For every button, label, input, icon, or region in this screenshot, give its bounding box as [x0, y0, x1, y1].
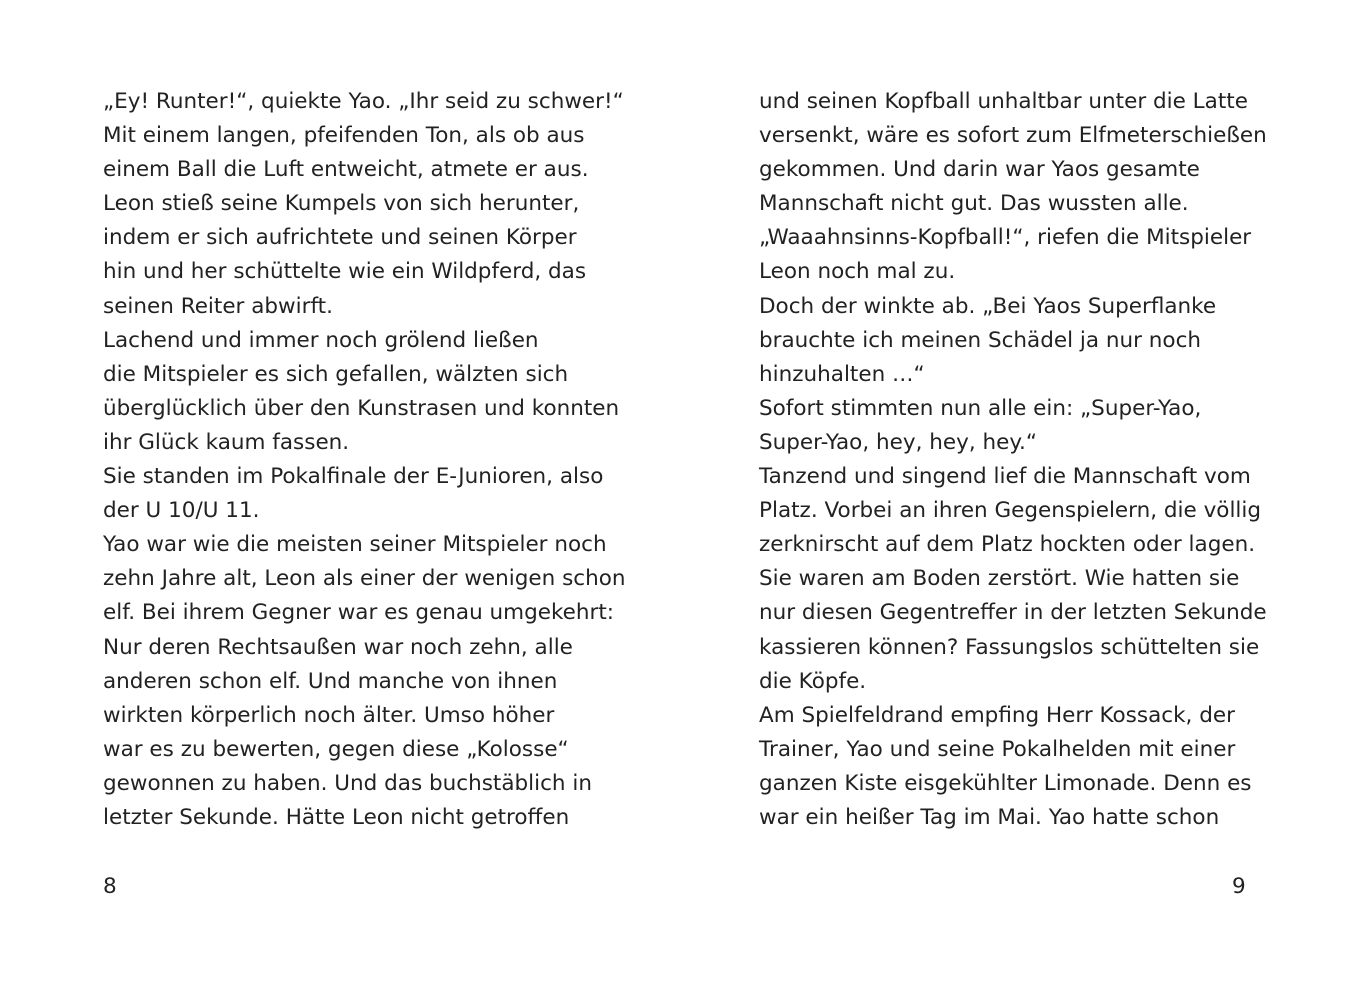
text-line: Lachend und immer noch grölend ließen: [103, 327, 539, 353]
text-line: ihr Glück kaum fassen.: [103, 429, 350, 455]
text-line: Tanzend und singend lief die Mannschaft vom: [759, 464, 1251, 490]
text-line: gewonnen zu haben. Und das buchstäblich in: [103, 770, 592, 796]
text-line: nur diesen Gegentreffer in der letzten Sekunde: [759, 600, 1267, 626]
text-line: Sie standen im Pokalfinale der E-Junioren, also: [103, 464, 604, 490]
text-line: der U 10/U 11.: [103, 498, 260, 524]
text-line: einem Ball die Luft entweicht, atmete er aus.: [103, 157, 589, 183]
text-line: die Mitspieler es sich gefallen, wälzten sich: [103, 361, 569, 387]
text-line: „Ey! Runter!“, quiekte Yao. „Ihr seid zu schwer!“: [103, 89, 624, 114]
text-line: indem er sich aufrichtete und seinen Körper: [103, 225, 577, 251]
text-line: anderen schon elf. Und manche von ihnen: [103, 668, 558, 694]
text-line: hinzuhalten …“: [759, 361, 925, 387]
text-line: „Waaahnsinns-Kopfball!“, riefen die Mitspieler: [759, 225, 1252, 251]
text-line: Mit einem langen, pfeifenden Ton, als ob aus: [103, 123, 585, 149]
text-line: zehn Jahre alt, Leon als einer der wenigen schon: [103, 566, 626, 592]
text-line: kassieren können? Fassungslos schüttelten sie: [759, 634, 1260, 660]
text-line: elf. Bei ihrem Gegner war es genau umgekehrt:: [103, 600, 615, 626]
text-line: seinen Reiter abwirft.: [103, 293, 333, 319]
text-line: gekommen. Und darin war Yaos gesamte: [759, 157, 1200, 183]
text-line: brauchte ich meinen Schädel ja nur noch: [759, 327, 1202, 353]
text-line: und seinen Kopfball unhaltbar unter die Latte: [759, 89, 1248, 114]
text-line: versenkt, wäre es sofort zum Elfmeterschießen: [759, 123, 1267, 149]
page-number-left: 8: [103, 874, 117, 899]
text-line: Leon noch mal zu.: [759, 259, 956, 285]
text-line: überglücklich über den Kunstrasen und konnten: [103, 395, 620, 421]
text-line: war es zu bewerten, gegen diese „Kolosse“: [103, 736, 569, 762]
text-line: wirkten körperlich noch älter. Umso höher: [103, 702, 555, 728]
text-line: Doch der winkte ab. „Bei Yaos Superflanke: [759, 293, 1217, 319]
text-line: ganzen Kiste eisgekühlter Limonade. Denn es: [759, 770, 1252, 796]
text-line: Leon stieß seine Kumpels von sich herunter,: [103, 191, 580, 217]
left-page-text: [103, 85, 626, 835]
text-line: war ein heißer Tag im Mai. Yao hatte schon: [759, 804, 1220, 830]
text-line: Nur deren Rechtsaußen war noch zehn, alle: [103, 634, 573, 660]
text-line: zerknirscht auf dem Platz hockten oder lagen.: [759, 532, 1256, 558]
text-line: Trainer, Yao und seine Pokalhelden mit einer: [759, 736, 1236, 762]
text-line: Super-Yao, hey, hey, hey.“: [759, 429, 1037, 455]
text-line: Mannschaft nicht gut. Das wussten alle.: [759, 191, 1189, 217]
text-line: Yao war wie die meisten seiner Mitspieler noch: [103, 532, 607, 558]
text-line: Am Spielfeldrand empfing Herr Kossack, der: [759, 702, 1235, 728]
page-number-right: 9: [1232, 874, 1246, 899]
text-line: letzter Sekunde. Hätte Leon nicht getroffen: [103, 804, 570, 830]
text-line: Platz. Vorbei an ihren Gegenspielern, die völlig: [759, 498, 1262, 524]
text-line: Sofort stimmten nun alle ein: „Super-Yao,: [759, 395, 1202, 421]
right-page-text: [759, 85, 1279, 835]
text-line: hin und her schüttelte wie ein Wildpferd, das: [103, 259, 587, 285]
text-line: Sie waren am Boden zerstört. Wie hatten sie: [759, 566, 1240, 592]
text-line: die Köpfe.: [759, 668, 867, 694]
